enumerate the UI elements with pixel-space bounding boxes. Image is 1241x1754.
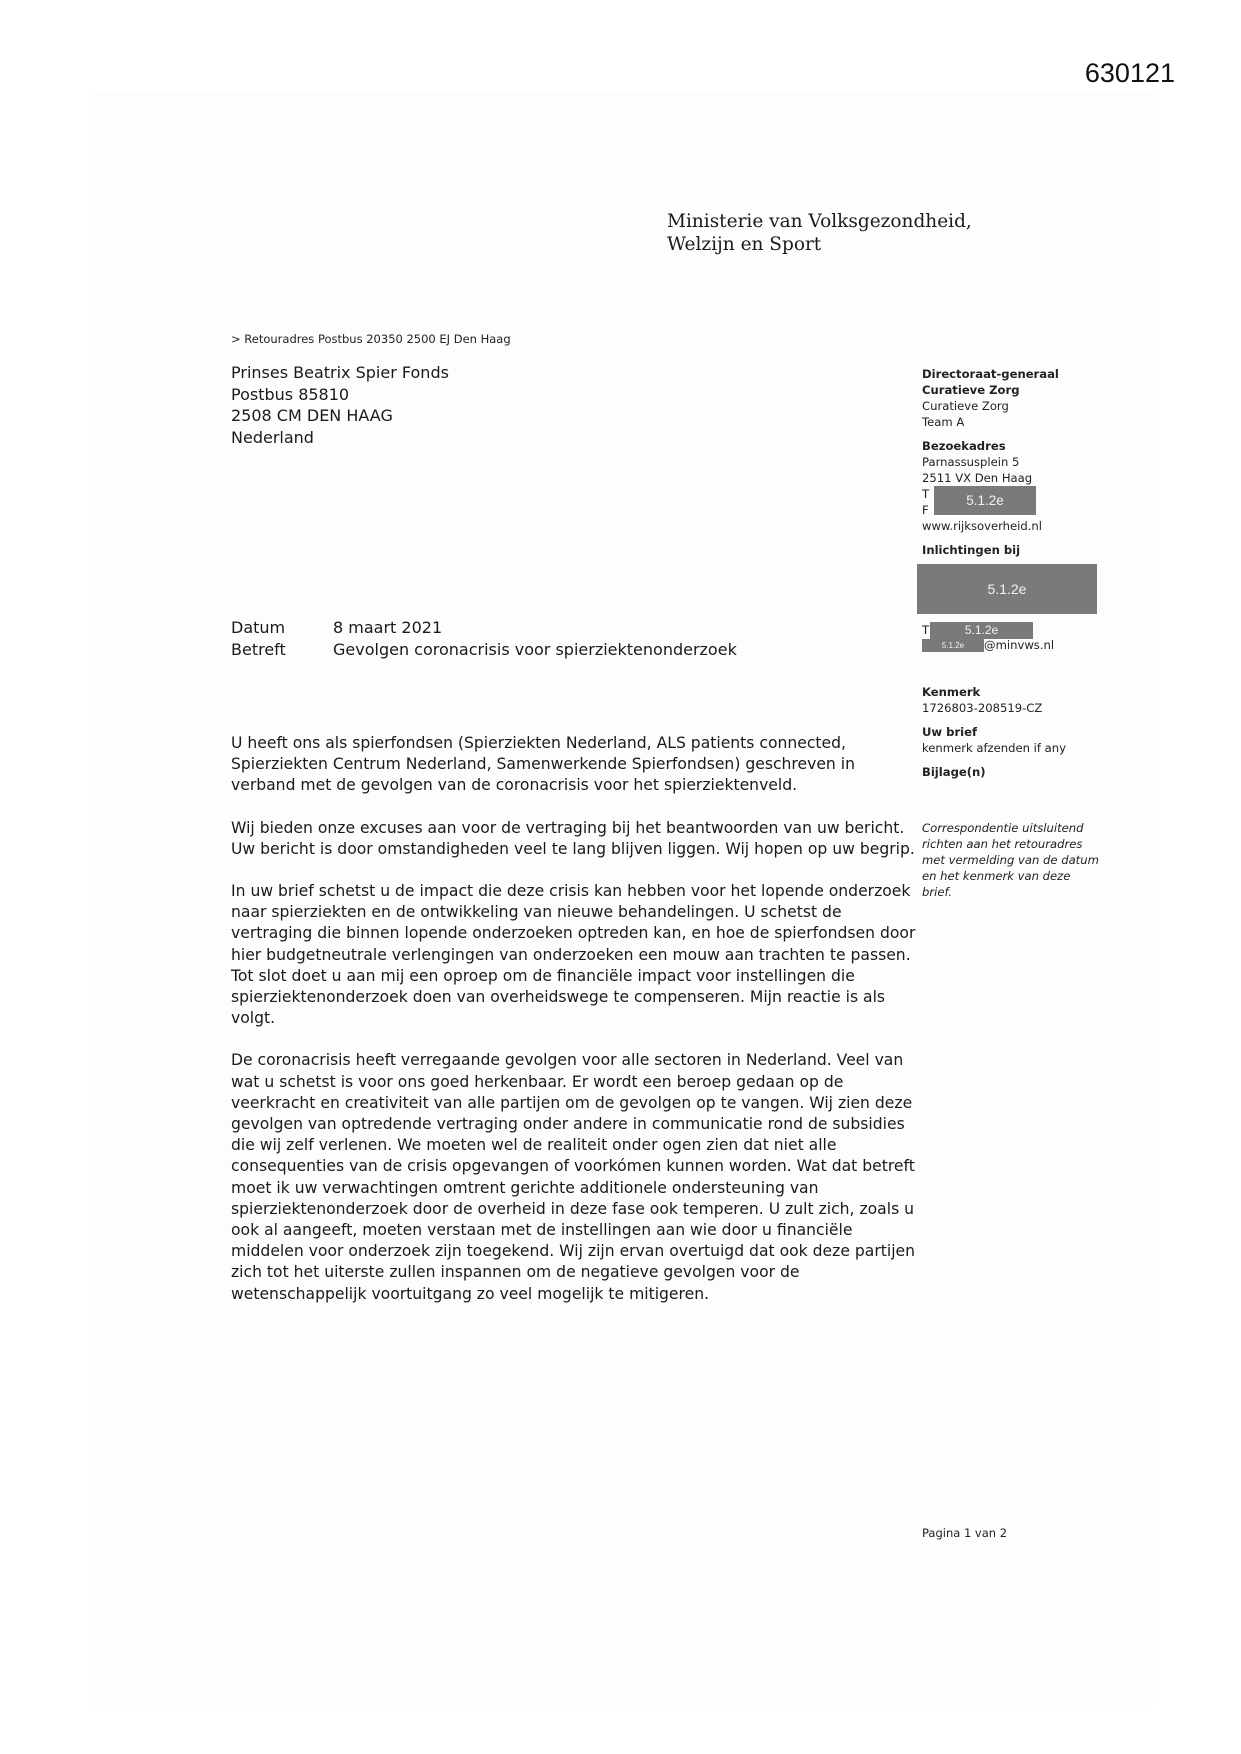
subject-label: Betreft	[231, 640, 286, 659]
body-paragraph: In uw brief schetst u de impact die deze crisis kan hebben voor het lopende onderzoek naar spierziekten en de ontwikkeling van nieuwe behandelingen. U schetst de vertraging die binnen lopende onderzoeken optreden kan, en hoe de spierfondsen door hier budgetneutrale verlengingen van onderzoeken een mouw aan trachten te passen. Tot slot doet u aan mij een oproep om de financiële impact voor instellingen die spierziektenonderzoek doen van overheidswege te compenseren. Mijn reactie is als volgt.	[231, 882, 916, 1028]
date-label: Datum	[231, 618, 286, 637]
contact-mail-redaction: 5.1.2e	[922, 639, 984, 652]
contact-phone-label: T	[922, 623, 930, 637]
contact-phone-redaction: 5.1.2e	[930, 622, 1033, 639]
website: www.rijksoverheid.nl	[922, 519, 1042, 533]
page-number: Pagina 1 van 2	[922, 1526, 1008, 1540]
subject-row	[231, 639, 737, 661]
uw-brief-value: kenmerk afzenden if any	[922, 741, 1066, 755]
dg-line-2: Curatieve Zorg	[922, 383, 1020, 397]
dg-line-1: Directoraat-generaal	[922, 367, 1059, 381]
date-row	[231, 617, 737, 639]
visit-address-label: Bezoekadres	[922, 439, 1006, 453]
letter-meta	[231, 617, 737, 661]
sender-sidebar	[922, 366, 1102, 900]
recipient-postbus: Postbus 85810	[231, 384, 350, 404]
attachments-label: Bijlage(n)	[922, 765, 986, 779]
phone-label: T	[922, 487, 930, 501]
department: Curatieve Zorg	[922, 399, 1009, 413]
contact-row	[922, 622, 1102, 658]
kenmerk-value: 1726803-208519-CZ	[922, 701, 1043, 715]
recipient-city: 2508 CM DEN HAAG	[231, 406, 393, 425]
letter-body	[231, 733, 921, 1326]
subject-value: Gevolgen coronacrisis voor spierziektenonderzoek	[333, 640, 737, 659]
uw-brief-label: Uw brief	[922, 725, 978, 739]
info-label: Inlichtingen bij	[922, 543, 1021, 557]
body-paragraph: Wij bieden onze excuses aan voor de vertraging bij het beantwoorden van uw bericht. Uw bericht is door omstandigheden veel te lang blijven liggen. Wij hopen op uw begrip.	[231, 818, 915, 858]
ministry-line-2: Welzijn en Sport	[667, 234, 822, 255]
recipient-country: Nederland	[231, 427, 314, 447]
body-paragraph: U heeft ons als spierfondsen (Spierziekten Nederland, ALS patients connected, Spierziekten Centrum Nederland, Samenwerkende Spierfondsen) geschreven in verband met de gevolgen van de coronacrisis voor het spierziektenveld.	[231, 734, 855, 795]
info-redaction: 5.1.2e	[917, 564, 1097, 614]
phone-fax-row	[922, 486, 1102, 518]
recipient-name: Prinses Beatrix Spier Fonds	[231, 363, 449, 382]
visit-street: Parnassusplein 5	[922, 455, 1020, 469]
body-paragraph: De coronacrisis heeft verregaande gevolgen voor alle sectoren in Nederland. Veel van wat u schetst is voor ons goed herkenbaar. Er wordt een beroep gedaan op de veerkracht en creativiteit van alle partijen om de gevolgen op te vangen. Wij zien deze gevolgen van optredende vertraging onder andere in communicatie rond de subsidies die wij zelf verlenen. We moeten wel de realiteit onder ogen zien dat niet alle consequenties van de crisis opgevangen of voorkómen kunnen worden. Wat dat betreft moet ik uw verwachtingen omtrent gerichte additionele ondersteuning van spierziektenonderzoek door de overheid in deze fase ook temperen. U zult zich, zoals u ook al aangeeft, moeten verstaan met de instellingen aan wie door u financiële middelen voor onderzoek zijn toegekend. Wij zijn ervan overtuigd dat ook deze partijen zich tot het uiterste zullen inspannen om de negatieve gevolgen voor de wetenschappelijk voortuitgang zo veel mogelijk te mitigeren.	[231, 1051, 916, 1303]
kenmerk-label: Kenmerk	[922, 685, 981, 699]
ministry-logo-text	[667, 210, 972, 256]
team: Team A	[922, 415, 965, 429]
date-value: 8 maart 2021	[333, 618, 443, 637]
fax-label: F	[922, 503, 929, 517]
ministry-line-1: Ministerie van Volksgezondheid,	[667, 211, 972, 232]
visit-city: 2511 VX Den Haag	[922, 471, 1033, 485]
contact-mail-domain: @minvws.nl	[984, 638, 1055, 652]
recipient-address	[231, 362, 449, 448]
document-number: 630121	[1084, 58, 1175, 88]
return-address: > Retouradres Postbus 20350 2500 EJ Den Haag	[231, 332, 511, 346]
phone-redaction: 5.1.2e	[934, 486, 1036, 515]
correspondence-note: Correspondentie uitsluitend richten aan het retouradres met vermelding van de datum en het kenmerk van deze brief.	[922, 821, 1099, 899]
